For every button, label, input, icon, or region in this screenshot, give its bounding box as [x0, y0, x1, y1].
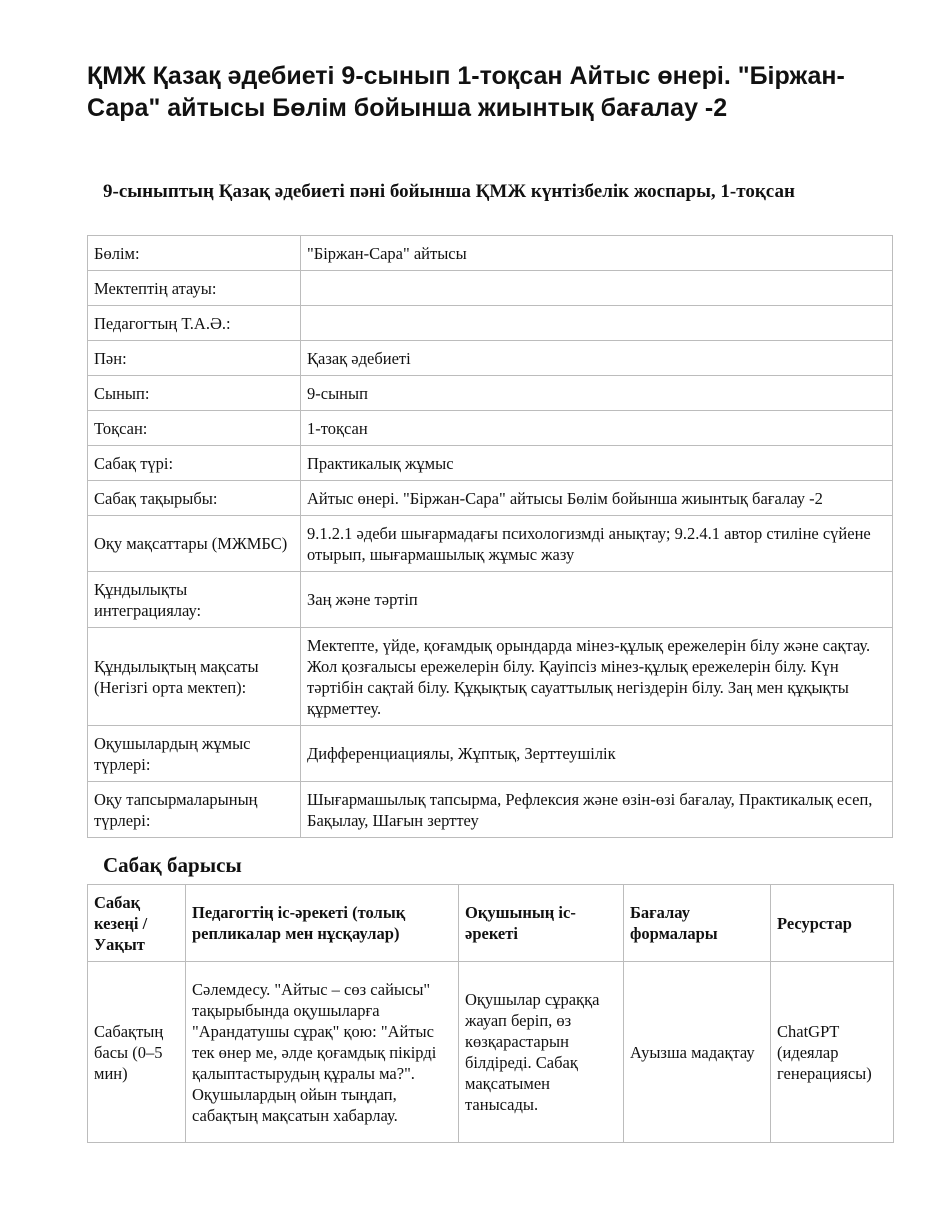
info-label: Құндылықты интеграциялау:	[88, 572, 301, 628]
section-heading-lesson-flow: Сабақ барысы	[103, 853, 242, 877]
lesson-cell: Оқушылар сұраққа жауап беріп, өз көзқарастарын білдіреді. Сабақ мақсатымен танысады.	[459, 962, 624, 1143]
info-value: Практикалық жұмыс	[301, 446, 893, 481]
info-row	[88, 481, 893, 516]
info-label: Бөлім:	[88, 236, 301, 271]
info-label: Пән:	[88, 341, 301, 376]
lesson-cell: Ауызша мадақтау	[624, 962, 771, 1143]
info-row	[88, 628, 893, 726]
lesson-header-cell: Оқушының іс-әрекеті	[459, 885, 624, 962]
info-row	[88, 782, 893, 838]
info-label: Оқу мақсаттары (МЖМБС)	[88, 516, 301, 572]
info-value: Шығармашылық тапсырма, Рефлексия және өзін-өзі бағалау, Практикалық есеп, Бақылау, Шағын зерттеу	[301, 782, 893, 838]
info-label: Мектептің атауы:	[88, 271, 301, 306]
lesson-cell: ChatGPT (идеялар генерациясы)	[771, 962, 894, 1143]
document-title: ҚМЖ Қазақ әдебиеті 9-сынып 1-тоқсан Айтыс өнері. "Біржан-Сара" айтысы Бөлім бойынша жиынтық бағалау -2	[87, 62, 845, 122]
info-value: Заң және тәртіп	[301, 572, 893, 628]
info-label: Тоқсан:	[88, 411, 301, 446]
info-row	[88, 341, 893, 376]
info-label: Оқу тапсырмаларының түрлері:	[88, 782, 301, 838]
plan-subtitle: 9-сыныптың Қазақ әдебиеті пәні бойынша ҚМЖ күнтізбелік жоспары, 1-тоқсан	[103, 181, 795, 202]
info-value: Қазақ әдебиеті	[301, 341, 893, 376]
info-value: Айтыс өнері. "Біржан-Сара" айтысы Бөлім бойынша жиынтық бағалау -2	[301, 481, 893, 516]
info-value: 1-тоқсан	[301, 411, 893, 446]
info-value: 9-сынып	[301, 376, 893, 411]
info-row	[88, 271, 893, 306]
info-row	[88, 236, 893, 271]
info-value: Мектепте, үйде, қоғамдық орындарда мінез-құлық ережелерін білу және сақтау. Жол қозғалысы ережелерін білу. Қауіпсіз мінез-құлық ережелерін білу. Күн тәртібін сақтай білу. Құқықтық сауаттылық негіздерін білу. Заң мен құқықты құрметтеу.	[301, 628, 893, 726]
lesson-header-cell: Педагогтің іс-әрекеті (толық репликалар мен нұсқаулар)	[186, 885, 459, 962]
info-label: Оқушылардың жұмыс түрлері:	[88, 726, 301, 782]
info-row	[88, 306, 893, 341]
info-row	[88, 726, 893, 782]
info-value: Дифференциациялы, Жұптық, Зерттеушілік	[301, 726, 893, 782]
info-label: Құндылықтың мақсаты (Негізгі орта мектеп):	[88, 628, 301, 726]
lesson-header-cell: Сабақ кезеңі / Уақыт	[88, 885, 186, 962]
lesson-cell: Сәлемдесу. "Айтыс – сөз сайысы" тақырыбында оқушыларға "Арандатушы сұрақ" қою: "Айтыс тек өнер ме, әлде қоғамдық пікірді қалыптастырудың құралы ма?". Оқушылардың ойын тыңдап, сабақтың мақсатын хабарлау.	[186, 962, 459, 1143]
lesson-row	[88, 962, 894, 1143]
lesson-cell: Сабақтың басы (0–5 мин)	[88, 962, 186, 1143]
lesson-info-table	[87, 235, 893, 838]
info-row	[88, 446, 893, 481]
info-value	[301, 306, 893, 341]
lesson-header-cell: Ресурстар	[771, 885, 894, 962]
info-label: Сабақ тақырыбы:	[88, 481, 301, 516]
info-value: "Біржан-Сара" айтысы	[301, 236, 893, 271]
lesson-header-cell: Бағалау формалары	[624, 885, 771, 962]
info-row	[88, 376, 893, 411]
info-row	[88, 411, 893, 446]
info-label: Педагогтың Т.А.Ә.:	[88, 306, 301, 341]
info-row	[88, 572, 893, 628]
lesson-table-header-row	[88, 885, 894, 962]
info-label: Сынып:	[88, 376, 301, 411]
info-value	[301, 271, 893, 306]
lesson-flow-table	[87, 884, 894, 1143]
info-row	[88, 516, 893, 572]
info-label: Сабақ түрі:	[88, 446, 301, 481]
info-value: 9.1.2.1 әдеби шығармадағы психологизмді анықтау; 9.2.4.1 автор стиліне сүйене отырып, шығармашылық жұмыс жазу	[301, 516, 893, 572]
